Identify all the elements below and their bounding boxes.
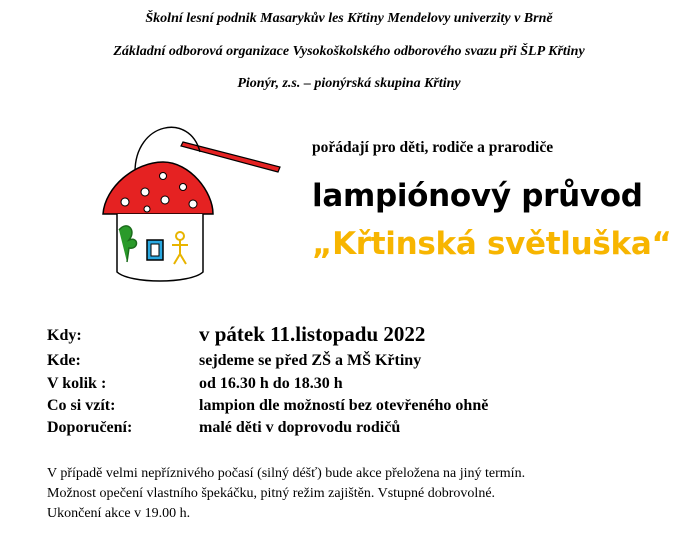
detail-label: Kde: — [47, 352, 81, 369]
cap-dot — [160, 173, 167, 180]
event-name: „Křtinská světluška“ — [312, 226, 672, 262]
detail-label: V kolik : — [47, 375, 107, 392]
detail-row-where — [0, 352, 698, 374]
cap-dot — [141, 188, 149, 196]
subtitle: pořádají pro děti, rodiče a prarodiče — [312, 139, 554, 156]
detail-value: v pátek 11.listopadu 2022 — [199, 322, 426, 346]
detail-row-when — [0, 322, 698, 349]
event-title: lampiónový průvod — [312, 178, 643, 214]
detail-value: sejdeme se před ZŠ a MŠ Křtiny — [199, 352, 422, 369]
organizer-line-2: Základní odborová organizace Vysokoškolského odborového svazu při ŠLP Křtiny — [113, 44, 585, 59]
note-weather: V případě velmi nepříznivého počasí (silný déšť) bude akce přeložena na jiný termín. — [47, 466, 526, 481]
cap-dot — [161, 196, 169, 204]
detail-label: Co si vzít: — [47, 397, 116, 414]
cap-dot — [121, 198, 129, 206]
cap-dot — [144, 206, 150, 212]
organizer-line-1: Školní lesní podnik Masarykův les Křtiny Mendelovy univerzity v Brně — [145, 11, 553, 26]
detail-label: Doporučení: — [47, 419, 133, 436]
lantern-stick — [181, 142, 280, 172]
detail-value: lampion dle možností bez otevřeného ohně — [199, 397, 489, 414]
cap-dot — [180, 184, 187, 191]
lantern-illustration — [95, 112, 285, 287]
detail-row-bring — [0, 397, 698, 419]
organizer-line-3: Pionýr, z.s. – pionýrská skupina Křtiny — [237, 76, 461, 91]
note-end-time: Ukončení akce v 19.00 h. — [47, 506, 191, 521]
detail-row-time — [0, 375, 698, 397]
detail-value: malé děti v doprovodu rodičů — [199, 419, 401, 436]
cap-dot — [189, 200, 197, 208]
detail-label: Kdy: — [47, 327, 82, 344]
detail-value: od 16.30 h do 18.30 h — [199, 375, 343, 392]
detail-row-recommendation — [0, 419, 698, 441]
note-sausage: Možnost opečení vlastního špekáčku, pitný režim zajištěn. Vstupné dobrovolné. — [47, 486, 496, 501]
